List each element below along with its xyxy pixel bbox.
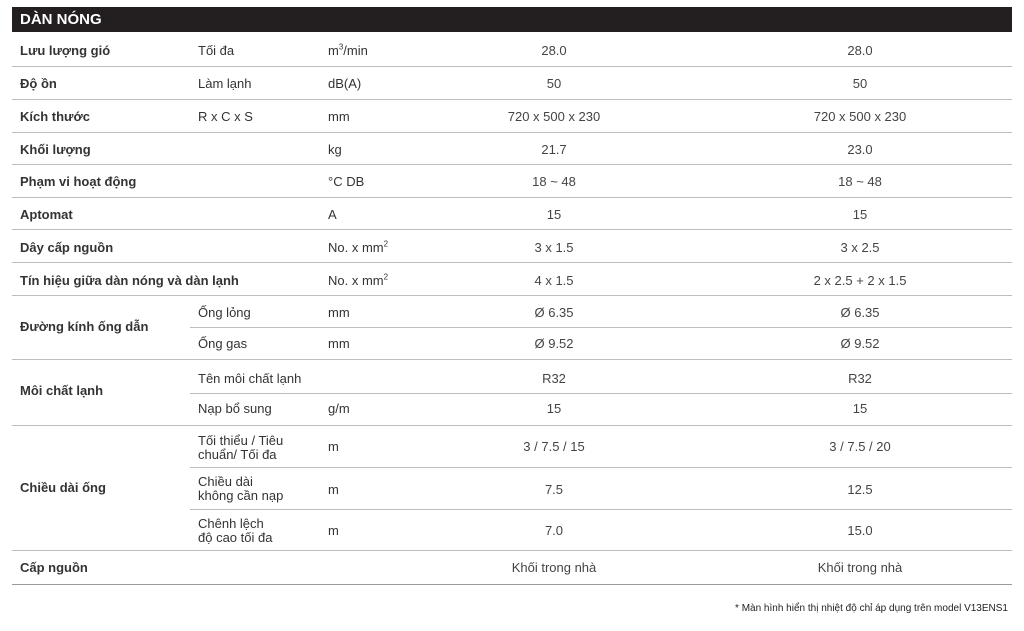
row-label: Kích thước — [20, 109, 90, 124]
row-unit: No. x $mm^2$ — [328, 272, 389, 288]
row-value-model2: 12.5 — [847, 482, 873, 497]
row-value-model2: 2 x 2.5 + 2 x 1.5 — [813, 273, 907, 288]
row-label: Lưu lượng gió — [20, 43, 111, 58]
row-sublabel-line1: Tối thiểu / Tiêu — [198, 433, 284, 448]
row-unit: m — [328, 439, 339, 454]
row-value-model2: Khối trong nhà — [817, 560, 903, 575]
subrow-divider — [190, 509, 1012, 510]
row-sublabel: Tên môi chất lạnh — [198, 371, 302, 386]
row-value-model2: 720 x 500 x 230 — [813, 109, 907, 124]
row-value-model1: 7.0 — [544, 523, 564, 538]
row-value-model1: R32 — [542, 371, 566, 386]
row-sublabel-line1: Chiều dài — [198, 474, 253, 489]
row-value-model2: Ø 6.35 — [840, 305, 880, 320]
subrow-divider — [190, 327, 1012, 328]
row-sublabel: Làm lạnh — [198, 76, 252, 91]
row-unit: A — [328, 207, 337, 222]
row-value-model1: 3 / 7.5 / 15 — [523, 439, 585, 454]
row-value-model1: 720 x 500 x 230 — [507, 109, 601, 124]
row-divider — [12, 99, 1012, 100]
row-unit: No. x $mm^2$ — [328, 239, 389, 255]
row-value-model1: 15 — [546, 207, 562, 222]
row-label: Tín hiệu giữa dàn nóng và dàn lạnh — [20, 273, 239, 288]
row-value-model2: 28.0 — [847, 43, 873, 58]
footnote: * Màn hình hiển thị nhiệt độ chỉ áp dụng trên model V13ENS1 — [735, 603, 1008, 614]
row-unit: g/m — [328, 401, 350, 416]
row-sublabel: Nạp bổ sung — [198, 401, 272, 416]
row-unit: mm — [328, 336, 350, 351]
row-group-label: Chiều dài ống — [20, 480, 106, 495]
row-sublabel-line2: không cần nạp — [198, 488, 284, 503]
row-divider — [12, 66, 1012, 67]
row-label: Dây cấp nguồn — [20, 240, 114, 255]
row-value-model1: 21.7 — [541, 142, 567, 157]
row-sublabel: Ống gas — [198, 336, 248, 351]
row-divider — [12, 262, 1012, 263]
subrow-divider — [190, 393, 1012, 394]
row-value-model2: 3 x 2.5 — [840, 240, 880, 255]
row-unit: mm — [328, 305, 350, 320]
row-label: Phạm vi hoạt động — [20, 174, 137, 189]
row-divider — [12, 295, 1012, 296]
row-value-model2: 50 — [852, 76, 868, 91]
row-divider — [12, 164, 1012, 165]
row-unit: °C DB — [328, 174, 365, 189]
section-header — [12, 7, 1012, 32]
row-value-model1: 18 ~ 48 — [532, 174, 576, 189]
row-value-model1: 50 — [546, 76, 562, 91]
row-value-model1: Khối trong nhà — [511, 560, 597, 575]
row-group-label: Môi chất lạnh — [20, 383, 104, 398]
table-bottom-border — [12, 584, 1012, 585]
row-label: Cấp nguồn — [20, 560, 88, 575]
row-sublabel: Tối đa — [198, 43, 235, 58]
row-value-model1: 28.0 — [541, 43, 567, 58]
row-sublabel-line1: Chênh lệch — [198, 516, 264, 531]
row-unit: m — [328, 523, 339, 538]
row-value-model2: 15 — [852, 207, 868, 222]
row-unit: m — [328, 482, 339, 497]
row-value-model2: R32 — [848, 371, 872, 386]
row-unit: $m^3/\min$ — [328, 42, 368, 58]
subrow-divider — [190, 467, 1012, 468]
row-value-model1: 15 — [546, 401, 562, 416]
row-group-label: Đường kính ống dẫn — [20, 319, 149, 334]
row-sublabel-line2: độ cao tối đa — [198, 530, 273, 545]
row-divider — [12, 229, 1012, 230]
row-divider — [12, 197, 1012, 198]
row-sublabel-line2: chuẩn/ Tối đa — [198, 447, 277, 462]
row-value-model2: 23.0 — [847, 142, 873, 157]
row-value-model2: Ø 9.52 — [840, 336, 880, 351]
row-value-model2: 18 ~ 48 — [838, 174, 882, 189]
row-unit: kg — [328, 142, 342, 157]
row-value-model2: 15 — [852, 401, 868, 416]
row-sublabel: R x C x S — [198, 109, 253, 124]
row-unit: dB(A) — [328, 76, 362, 91]
row-value-model1: Ø 6.35 — [534, 305, 574, 320]
row-value-model1: 7.5 — [544, 482, 564, 497]
row-value-model2: 15.0 — [847, 523, 873, 538]
row-divider — [12, 425, 1012, 426]
row-sublabel: Ống lỏng — [198, 305, 251, 320]
row-label: Khối lượng — [20, 142, 91, 157]
row-divider — [12, 132, 1012, 133]
row-value-model1: Ø 9.52 — [534, 336, 574, 351]
row-unit: mm — [328, 109, 350, 124]
section-title: DÀN NÓNG — [20, 11, 102, 28]
row-divider — [12, 359, 1012, 360]
row-value-model2: 3 / 7.5 / 20 — [829, 439, 891, 454]
row-label: Aptomat — [20, 207, 73, 222]
row-value-model1: 4 x 1.5 — [534, 273, 574, 288]
row-value-model1: 3 x 1.5 — [534, 240, 574, 255]
row-divider — [12, 550, 1012, 551]
row-label: Độ ồn — [20, 76, 57, 91]
